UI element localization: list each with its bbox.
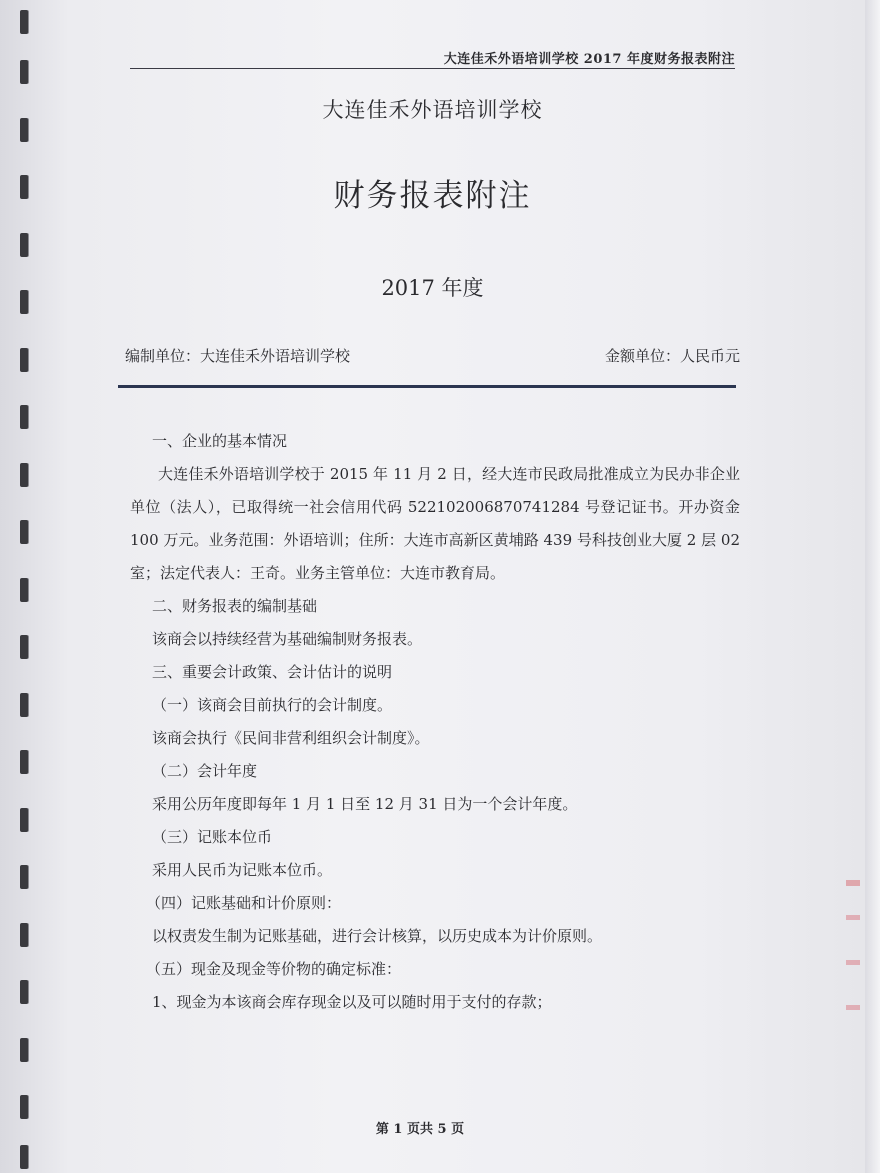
subsection-heading: （五）现金及现金等价物的确定标准： [146, 960, 402, 978]
red-stamp-mark [846, 880, 860, 886]
red-stamp-mark [846, 1005, 860, 1010]
binding-hole [20, 980, 28, 1004]
binding-hole [20, 10, 28, 34]
binding-hole [20, 520, 28, 544]
binding-hole [20, 923, 28, 947]
meta-row [125, 345, 740, 366]
binding-hole [20, 233, 28, 257]
binding-hole [20, 635, 28, 659]
section-paragraph: 大连佳禾外语培训学校于 2015 年 11 月 2 日，经大连市民政局批准成立为民办非企业单位（法人），已取得统一社会信用代码 522102006870741284 号登记证书。开办资金 100 万元。业务范围：外语培训；住所：大连市高新区黄埔路 439 号科技创业大厦 2 层 02 室；法定代表人：王奇。业务主管单位：大连市教育局。 [130, 465, 740, 582]
document-year: 2017 年度 [381, 276, 484, 300]
binding-hole [20, 60, 28, 84]
binding-hole [20, 1038, 28, 1062]
page-footer: 第 1 页共 5 页 [375, 1122, 465, 1137]
header-rule [130, 68, 735, 69]
section-paragraph: 采用人民币为记账本位币。 [152, 861, 333, 879]
binding-hole [20, 463, 28, 487]
subsection-heading: （四）记账基础和计价原则： [146, 894, 342, 912]
section-paragraph: 该商会以持续经营为基础编制财务报表。 [152, 630, 423, 648]
school-name: 大连佳禾外语培训学校 [322, 98, 543, 122]
currency-unit-label: 金额单位：人民币元 [604, 347, 740, 365]
document-body [130, 425, 740, 1019]
running-header: 大连佳禾外语培训学校 2017 年度财务报表附注 [443, 52, 735, 67]
binding-hole [20, 808, 28, 832]
compiler-label: 编制单位：大连佳禾外语培训学校 [125, 347, 351, 365]
subsection-heading: （三）记账本位币 [152, 828, 273, 846]
section-heading: 三、重要会计政策、会计估计的说明 [152, 663, 393, 681]
meta-rule [118, 385, 736, 388]
section-heading: 一、企业的基本情况 [152, 432, 288, 450]
section-paragraph: 该商会执行《民间非营利组织会计制度》。 [152, 729, 430, 747]
binding-hole [20, 865, 28, 889]
section-paragraph: 采用公历年度即每年 1 月 1 日至 12 月 31 日为一个会计年度。 [152, 795, 578, 813]
binding-hole [20, 1145, 28, 1169]
section-heading: 二、财务报表的编制基础 [152, 597, 318, 615]
red-stamp-mark [846, 915, 860, 920]
binding-hole [20, 405, 28, 429]
next-page-edge [865, 0, 880, 1173]
subsection-heading: （二）会计年度 [152, 762, 258, 780]
section-paragraph: 以权责发生制为记账基础，进行会计核算，以历史成本为计价原则。 [152, 927, 603, 945]
red-stamp-mark [846, 960, 860, 965]
binding-hole [20, 1095, 28, 1119]
binding-hole [20, 348, 28, 372]
binding-hole [20, 750, 28, 774]
binding-hole [20, 578, 28, 602]
list-item: 1、现金为本该商会库存现金以及可以随时用于支付的存款； [152, 993, 552, 1011]
document-title: 财务报表附注 [333, 178, 532, 214]
subsection-heading: （一）该商会目前执行的会计制度。 [152, 696, 393, 714]
binding-hole [20, 693, 28, 717]
